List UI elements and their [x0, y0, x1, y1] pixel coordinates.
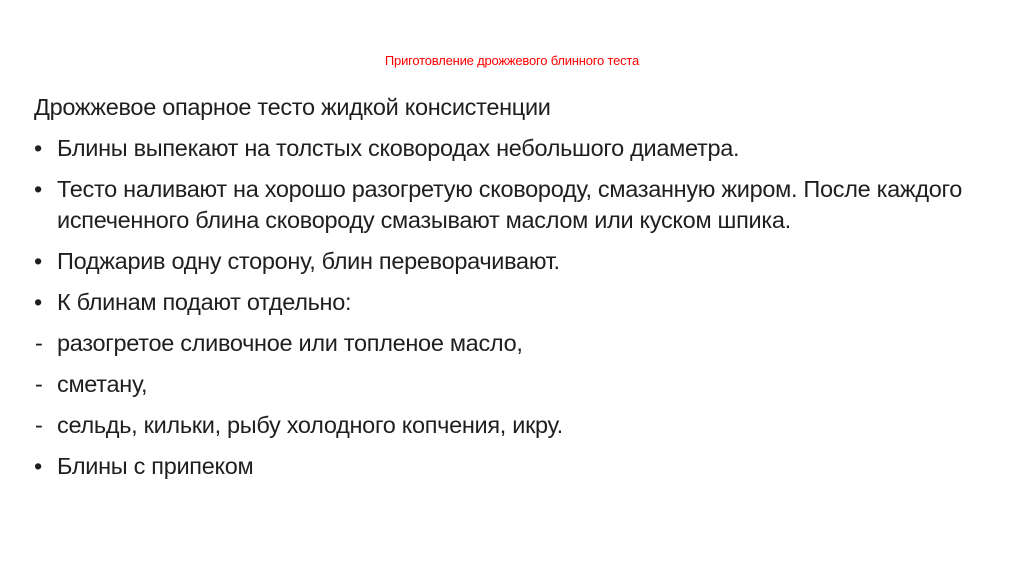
dash-marker: -	[35, 371, 43, 397]
list-item	[34, 174, 994, 236]
list-item	[34, 369, 994, 400]
list-item-text: разогретое сливочное или топленое масло,	[57, 330, 523, 356]
list-item	[34, 287, 994, 318]
slide-body	[34, 92, 994, 492]
bullet-marker: •	[34, 453, 42, 479]
list-item	[34, 451, 994, 482]
list-item-text: сметану,	[57, 371, 148, 397]
list-item-text: сельдь, кильки, рыбу холодного копчения, икру.	[57, 412, 563, 438]
list-item-text: К блинам подают отдельно:	[57, 289, 352, 315]
slide-title: Приготовление дрожжевого блинного теста	[384, 53, 640, 68]
dash-marker: -	[35, 330, 43, 356]
list-item	[34, 328, 994, 359]
list-item-text: Блины выпекают на толстых сковородах небольшого диаметра.	[57, 135, 740, 161]
list-item-text: Поджарив одну сторону, блин переворачивают.	[57, 248, 560, 274]
list-item-text: Тесто наливают на хорошо разогретую сковороду, смазанную жиром. После каждого испеченного блина сковороду смазывают маслом или куском шпика.	[57, 176, 963, 233]
bullet-marker: •	[34, 248, 42, 274]
list-item	[34, 246, 994, 277]
list-item	[34, 410, 994, 441]
bullet-marker: •	[34, 289, 42, 315]
bullet-marker: •	[34, 135, 42, 161]
bullet-marker: •	[34, 176, 42, 202]
list-item-text: Блины с припеком	[57, 453, 254, 479]
list-item	[34, 133, 994, 164]
dash-marker: -	[35, 412, 43, 438]
intro-text: Дрожжевое опарное тесто жидкой консистенции	[34, 94, 551, 120]
